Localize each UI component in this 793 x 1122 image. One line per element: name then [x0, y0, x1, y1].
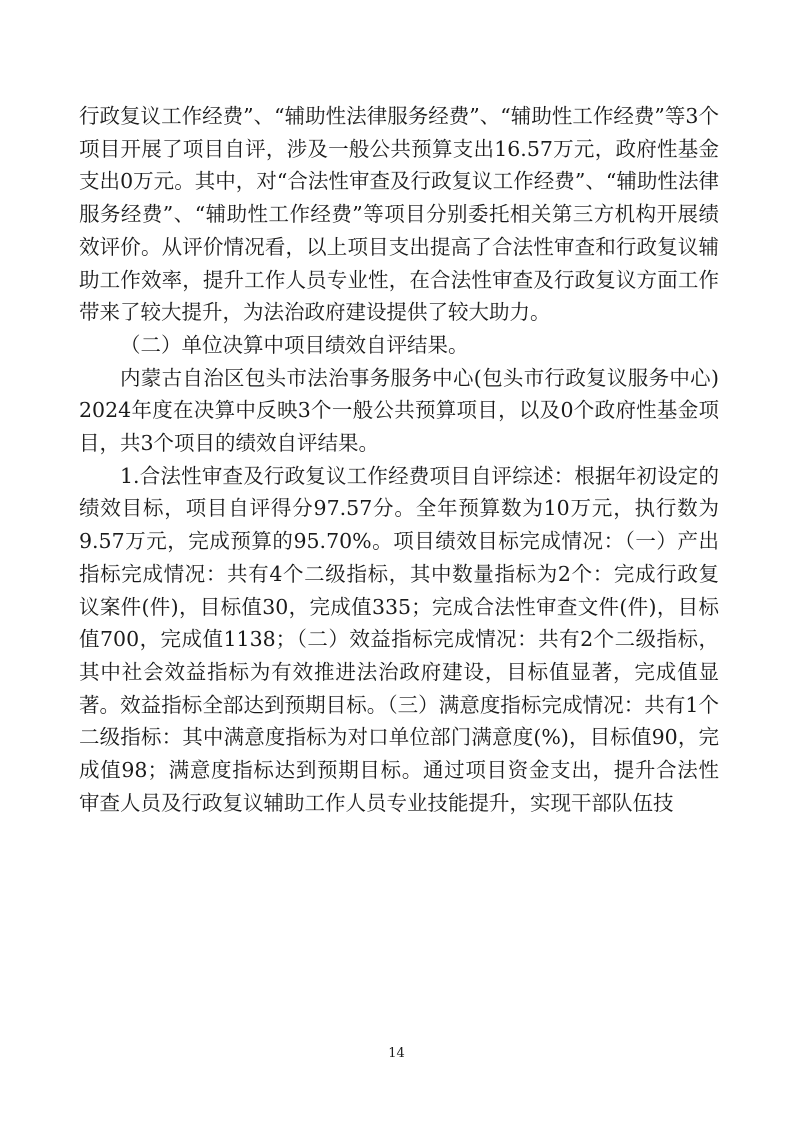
paragraph-unit-overview: 内蒙古自治区包头市法治事务服务中心(包头市行政复议服务中心) 2024年度在决算中反映3个一般公共预算项目，以及0个政府性基金项目，共3个项目的绩效自评结果。	[79, 365, 719, 456]
paragraph-project-self-evaluation-summary: 行政复议工作经费”、“辅助性法律服务经费”、“辅助性工作经费”等3个项目开展了项目自评，涉及一般公共预算支出16.57万元，政府性基金支出0万元。其中，对“合法性审查及行政复议工作经费”、“辅助性法律服务经费”、“辅助性工作经费”等项目分别委托相关第三方机构开展绩效评价。从评价情况看，以上项目支出提高了合法性审查和行政复议辅助工作效率，提升工作人员专业性，在合法性审查及行政复议方面工作带来了较大提升，为法治政府建设提供了较大助力。	[79, 104, 719, 325]
section-heading-unit-final-accounts: （二）单位决算中项目绩效自评结果。	[120, 332, 469, 357]
page-number: 14	[388, 1046, 405, 1061]
paragraph-project-1-review: 1.合法性审查及行政复议工作经费项目自评综述：根据年初设定的绩效目标，项目自评得分97.57分。全年预算数为10万元，执行数为9.57万元，完成预算的95.70%。项目绩效目标完成情况：（一）产出指标完成情况：共有4个二级指标，其中数量指标为2个：完成行政复议案件(件)，目标值30，完成值335；完成合法性审查文件(件)，目标值700，完成值1138；（二）效益指标完成情况：共有2个二级指标，其中社会效益指标为有效推进法治政府建设，目标值显著，完成值显著。效益指标全部达到预期目标。（三）满意度指标完成情况：共有1个二级指标：其中满意度指标为对口单位部门满意度(%)，目标值90，完成值98；满意度指标达到预期目标。通过项目资金支出，提升合法性审查人员及行政复议辅助工作人员专业技能提升，实现干部队伍技	[79, 463, 719, 815]
document-body	[79, 100, 719, 819]
